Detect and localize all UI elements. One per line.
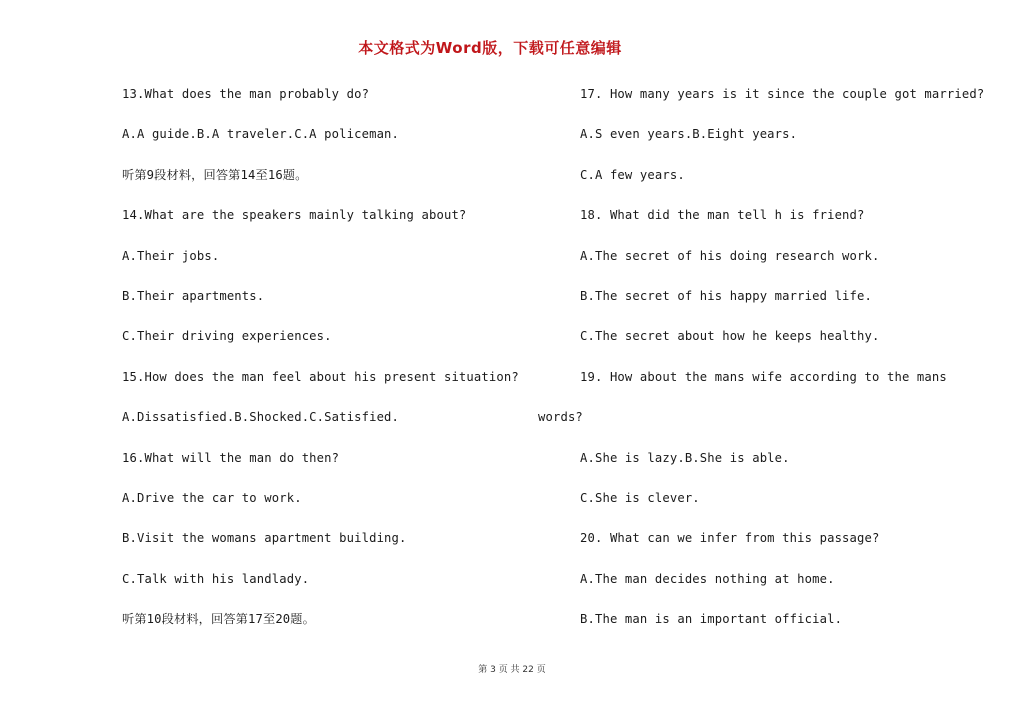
- question-16: 16.What will the man do then?: [122, 450, 340, 465]
- question-16-option-a: A.Drive the car to work.: [122, 490, 302, 505]
- question-16-option-c: C.Talk with his landlady.: [122, 571, 310, 586]
- question-14: 14.What are the speakers mainly talking about?: [122, 208, 467, 223]
- section-instruction-9: 听第9段材料，回答第14至16题。: [122, 167, 308, 182]
- question-13-options: A.A guide.B.A traveler.C.A policeman.: [122, 127, 400, 142]
- question-19-options-ab: A.She is lazy.B.She is able.: [580, 450, 790, 465]
- question-15-options: A.Dissatisfied.B.Shocked.C.Satisfied.: [122, 410, 400, 425]
- question-19-continuation: words?: [538, 410, 583, 425]
- question-18: 18. What did the man tell h is friend?: [580, 208, 865, 223]
- document-banner: 本文格式为Word版，下载可任意编辑: [358, 39, 622, 57]
- question-13: 13.What does the man probably do?: [122, 87, 370, 101]
- question-16-option-b: B.Visit the womans apartment building.: [122, 531, 407, 546]
- question-14-option-a: A.Their jobs.: [122, 248, 220, 263]
- question-14-option-c: C.Their driving experiences.: [122, 329, 332, 344]
- question-18-option-a: A.The secret of his doing research work.: [580, 248, 880, 263]
- question-17: 17. How many years is it since the couple got married?: [580, 87, 985, 101]
- right-column: [538, 84, 988, 649]
- question-18-option-c: C.The secret about how he keeps healthy.: [580, 329, 880, 344]
- question-20-option-a: A.The man decides nothing at home.: [580, 571, 835, 586]
- question-14-option-b: B.Their apartments.: [122, 288, 265, 303]
- question-20-option-b: B.The man is an important official.: [580, 612, 843, 627]
- page-number: 第 3 页 共 22 页: [478, 665, 546, 675]
- question-17-options-ab: A.S even years.B.Eight years.: [580, 127, 798, 142]
- section-instruction-10: 听第10段材料，回答第17至20题。: [122, 612, 315, 627]
- question-15: 15.How does the man feel about his present situation?: [122, 369, 519, 384]
- question-20: 20. What can we infer from this passage?: [580, 531, 880, 546]
- question-17-option-c: C.A few years.: [580, 167, 685, 182]
- question-18-option-b: B.The secret of his happy married life.: [580, 288, 873, 303]
- left-column: [122, 84, 542, 649]
- question-19-option-c: C.She is clever.: [580, 490, 700, 505]
- question-19: 19. How about the mans wife according to the mans: [580, 369, 947, 384]
